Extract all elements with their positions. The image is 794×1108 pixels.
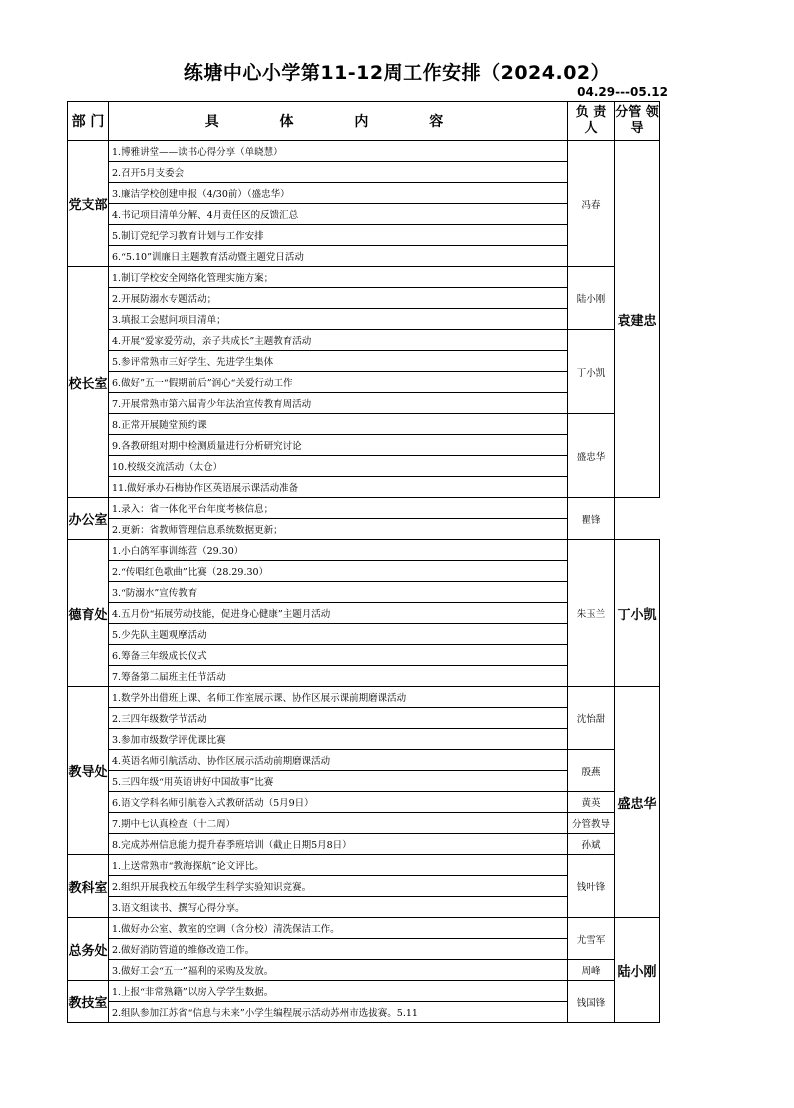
person-cell: 尤雪军: [568, 918, 615, 960]
page-title: 练塘中心小学第11-12周工作安排（2024.02）: [183, 62, 611, 84]
task-item: 2.召开5月支委会: [109, 162, 568, 183]
person-cell: 黄英: [568, 792, 615, 813]
task-item: 1.制订学校安全网络化管理实施方案；: [109, 267, 568, 288]
task-item: 5.少先队主题观摩活动: [109, 624, 568, 645]
task-item: 6.“5.10”训廉日主题教育活动暨主题党日活动: [109, 246, 568, 267]
table-row: [68, 813, 660, 834]
table-row: [68, 498, 660, 519]
task-item: 5.制订党纪学习教育计划与工作安排: [109, 225, 568, 246]
task-item: 1.数学外出借班上课、名师工作室展示课、协作区展示课前期磨课活动: [109, 687, 568, 708]
person-cell: 殷燕: [568, 750, 615, 792]
task-item: 9.各教研组对期中检测质量进行分析研究讨论: [109, 435, 568, 456]
task-item: 1.上报“非常熟籍”以房入学学生数据。: [109, 981, 568, 1002]
person-cell: 钱国锋: [568, 981, 615, 1023]
task-item: 3.廉洁学校创建申报（4/30前）（盛忠华）: [109, 183, 568, 204]
dept-moral: 德育处: [68, 540, 109, 687]
table-row: [68, 414, 660, 435]
task-item: 2.组队参加江苏省“信息与未来”小学生编程展示活动苏州市选拔赛。5.11: [109, 1002, 568, 1023]
task-item: 2.“传唱红色歌曲”比赛（28.29.30）: [109, 561, 568, 582]
task-item: 1.小白鸽军事训练营（29.30）: [109, 540, 568, 561]
task-item: 5.参评常熟市三好学生、先进学生集体: [109, 351, 568, 372]
task-item: 1.上送常熟市“教海探航”论文评比。: [109, 855, 568, 876]
task-item: 10.校级交流活动（太仓）: [109, 456, 568, 477]
dept-party: 党支部: [68, 141, 109, 267]
task-item: 2.组织开展我校五年级学生科学实验知识竞赛。: [109, 876, 568, 897]
table-row: [68, 834, 660, 855]
task-item: 3.做好工会“五一”福利的采购及发放。: [109, 960, 568, 981]
dept-research: 教科室: [68, 855, 109, 918]
person-cell: 钱叶锋: [568, 855, 615, 918]
task-item: 7.期中七认真检查（十二周）: [109, 813, 568, 834]
task-item: 8.完成苏州信息能力提升春季班培训（截止日期5月8日）: [109, 834, 568, 855]
task-item: 2.三四年级数学节活动: [109, 708, 568, 729]
header-leader: 分管 领导: [615, 102, 660, 141]
task-item: 8.正常开展随堂预约课: [109, 414, 568, 435]
header-row: [68, 102, 660, 141]
table-row: [68, 960, 660, 981]
task-item: 3.参加市级数学评优课比赛: [109, 729, 568, 750]
schedule-table: [67, 101, 660, 1023]
task-item: 1.博雅讲堂——读书心得分享（单晓慧）: [109, 141, 568, 162]
task-item: 6.筹备三年级成长仪式: [109, 645, 568, 666]
task-item: 11.做好承办石梅协作区英语展示课活动准备: [109, 477, 568, 498]
table-row: [68, 855, 660, 876]
task-item: 4.英语名师引航活动、协作区展示活动前期磨课活动: [109, 750, 568, 771]
leader-cell: 盛忠华: [615, 687, 660, 918]
table-row: [68, 330, 660, 351]
dept-general: 总务处: [68, 918, 109, 981]
task-item: 5.三四年级“用英语讲好中国故事”比赛: [109, 771, 568, 792]
task-item: 6.做好”五一“假期前后”润心“关爱行动工作: [109, 372, 568, 393]
table-row: [68, 750, 660, 771]
person-cell: 陆小刚: [568, 267, 615, 330]
task-item: 7.开展常熟市第六届青少年法治宣传教育周活动: [109, 393, 568, 414]
task-item: 1.录入：省一体化平台年度考核信息；: [109, 498, 568, 519]
table-row: [68, 267, 660, 288]
date-range: 04.29---05.12: [577, 85, 668, 99]
person-cell: 沈怡甜: [568, 687, 615, 750]
person-cell: 瞿锋: [568, 498, 615, 540]
task-item: 6.语文学科名师引航卷入式教研活动（5月9日）: [109, 792, 568, 813]
task-item: 4.开展“爱家爱劳动，亲子共成长”主题教育活动: [109, 330, 568, 351]
task-item: 2.开展防溺水专题活动；: [109, 288, 568, 309]
person-cell: 分管教导: [568, 813, 615, 834]
task-item: 3.“防溺水”宣传教育: [109, 582, 568, 603]
task-item: 4.书记项目清单分解、4月责任区的反馈汇总: [109, 204, 568, 225]
header-content-label: 具 体 内 容: [204, 114, 472, 130]
table-row: [68, 687, 660, 708]
dept-principal: 校长室: [68, 267, 109, 498]
task-item: 2.更新：省教师管理信息系统数据更新；: [109, 519, 568, 540]
person-cell: 孙斌: [568, 834, 615, 855]
header-content: [109, 102, 568, 141]
person-cell: 冯春: [568, 141, 615, 267]
table-row: [68, 918, 660, 939]
person-cell: 盛忠华: [568, 414, 615, 498]
task-item: 3.填报工会慰问项目清单；: [109, 309, 568, 330]
leader-cell: 陆小刚: [615, 918, 660, 1023]
leader-cell: 袁建忠: [615, 141, 660, 498]
dept-office: 办公室: [68, 498, 109, 540]
leader-cell: 丁小凯: [615, 540, 660, 687]
table-row: [68, 540, 660, 561]
table-row: [68, 141, 660, 162]
table-row: [68, 981, 660, 1002]
task-item: 1.做好办公室、教室的空调（含分校）清洗保洁工作。: [109, 918, 568, 939]
header-dept: 部 门: [68, 102, 109, 141]
header-person: 负 责 人: [568, 102, 615, 141]
dept-teaching: 教导处: [68, 687, 109, 855]
dept-tech: 教技室: [68, 981, 109, 1023]
task-item: 7.筹备第二届班主任节活动: [109, 666, 568, 687]
person-cell: 周峰: [568, 960, 615, 981]
task-item: 2.做好消防管道的维修改造工作。: [109, 939, 568, 960]
person-cell: 丁小凯: [568, 330, 615, 414]
table-row: [68, 792, 660, 813]
person-cell: 朱玉兰: [568, 540, 615, 687]
task-item: 4.五月份“拓展劳动技能，促进身心健康”主题月活动: [109, 603, 568, 624]
task-item: 3.语文组读书、撰写心得分享。: [109, 897, 568, 918]
